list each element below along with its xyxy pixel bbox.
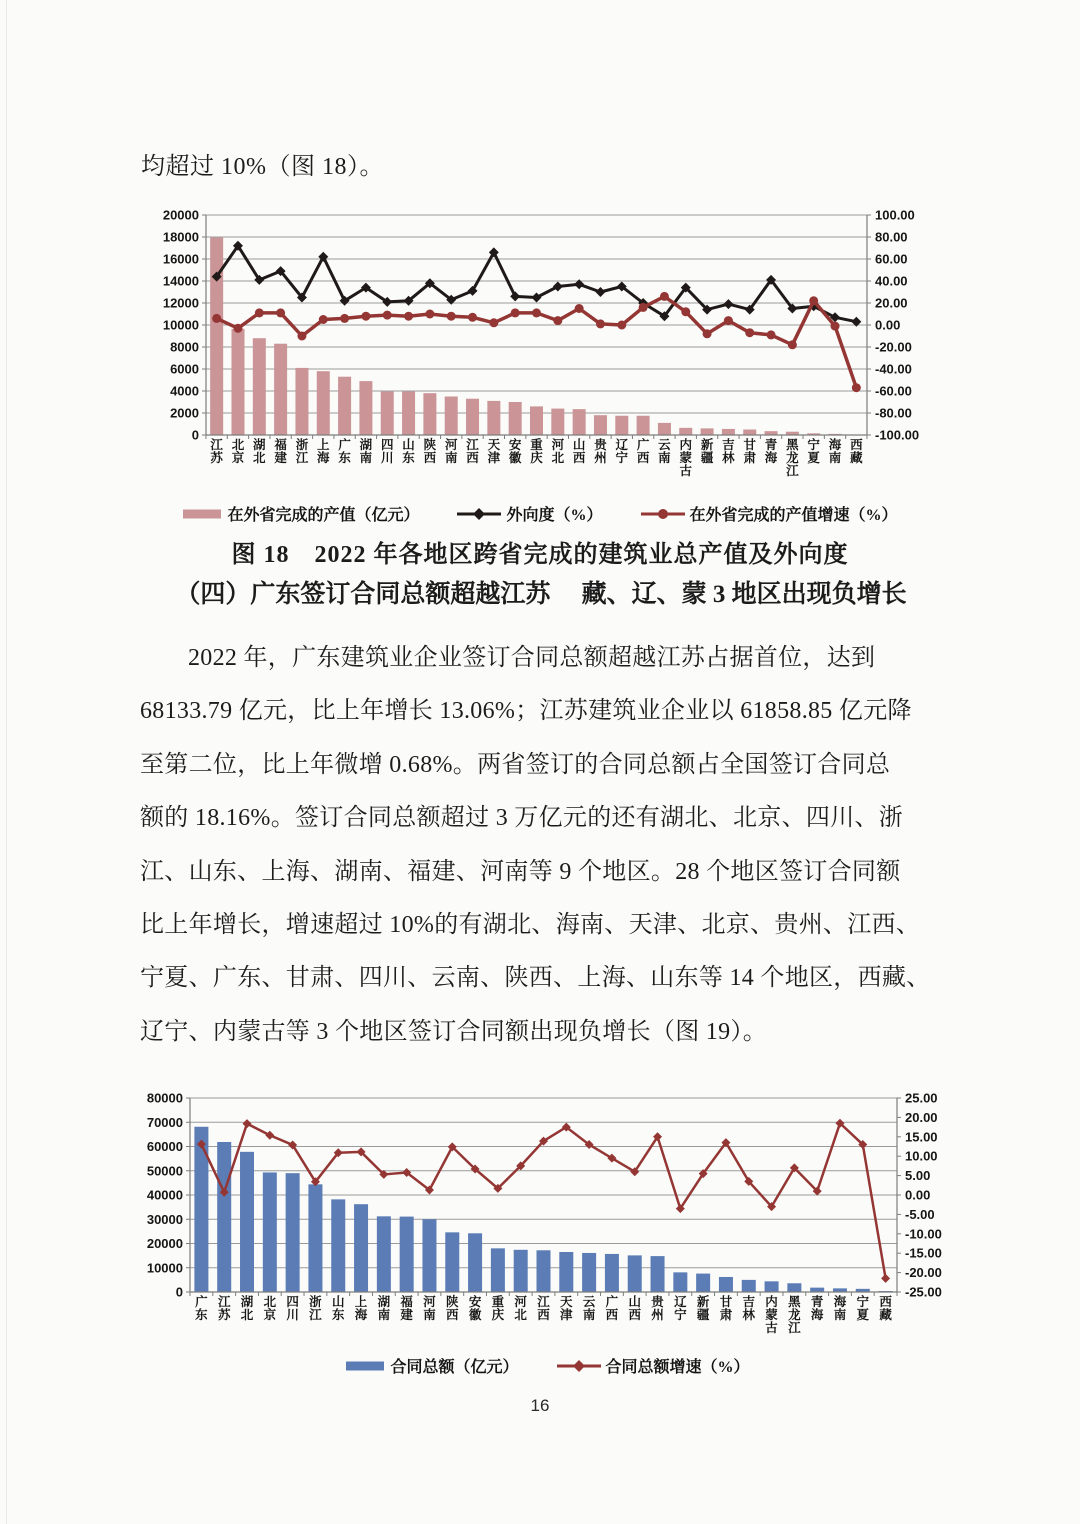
svg-text:贵州: 贵州 <box>651 1295 664 1322</box>
svg-text:上海: 上海 <box>354 1295 368 1322</box>
bar-swatch-icon <box>345 1359 385 1373</box>
svg-text:50000: 50000 <box>146 1163 183 1179</box>
svg-text:山东: 山东 <box>402 438 415 465</box>
svg-text:0.00: 0.00 <box>875 317 901 333</box>
paragraph-line: 2022 年，广东建筑业企业签订合同总额超越江苏占据首位，达到 <box>188 645 876 671</box>
svg-text:四川: 四川 <box>286 1295 299 1322</box>
svg-text:吉林: 吉林 <box>722 438 735 465</box>
svg-text:-20.00: -20.00 <box>875 339 912 355</box>
svg-text:辽宁: 辽宁 <box>674 1295 687 1322</box>
svg-text:湖北: 湖北 <box>253 438 266 465</box>
svg-text:10.00: 10.00 <box>905 1148 938 1164</box>
svg-text:湖北: 湖北 <box>240 1295 254 1322</box>
svg-text:0.00: 0.00 <box>905 1187 931 1203</box>
svg-text:-10.00: -10.00 <box>905 1226 942 1242</box>
legend-label: 在外省完成的产值（亿元） <box>227 507 420 524</box>
svg-text:海南: 海南 <box>833 1295 847 1322</box>
svg-text:西藏: 西藏 <box>850 438 863 465</box>
fig19-chart <box>140 1090 955 1350</box>
svg-text:内蒙古: 内蒙古 <box>765 1295 778 1335</box>
svg-text:100.00: 100.00 <box>875 207 915 223</box>
svg-text:4000: 4000 <box>170 383 199 399</box>
svg-text:广东: 广东 <box>195 1295 208 1322</box>
svg-text:广西: 广西 <box>636 438 650 465</box>
svg-text:-15.00: -15.00 <box>905 1245 942 1261</box>
svg-text:5.00: 5.00 <box>905 1168 931 1184</box>
svg-text:重庆: 重庆 <box>530 438 543 465</box>
fig18-chart <box>140 206 940 498</box>
svg-text:-40.00: -40.00 <box>875 361 912 377</box>
svg-text:-60.00: -60.00 <box>875 383 912 399</box>
fig18-caption: 图 18 2022 年各地区跨省完成的建筑业总产值及外向度 <box>231 542 849 568</box>
legend-item-contract-total <box>345 1354 518 1377</box>
paragraph-line: 至第二位，比上年微增 0.68%。两省签订的合同总额占全国签订合同总 <box>140 751 891 778</box>
svg-text:12000: 12000 <box>162 295 199 311</box>
svg-text:辽宁: 辽宁 <box>615 438 629 465</box>
intro-line: 均超过 10%（图 18）。 <box>141 154 384 180</box>
svg-text:江西: 江西 <box>537 1295 550 1322</box>
paragraph-line: 江、山东、上海、湖南、福建、河南等 9 个地区。28 个地区签订合同额 <box>140 858 901 885</box>
svg-text:20.00: 20.00 <box>905 1109 938 1125</box>
legend-label: 合同总额增速（%） <box>605 1359 750 1376</box>
svg-text:0: 0 <box>191 427 199 443</box>
svg-text:湖南: 湖南 <box>377 1295 391 1322</box>
legend-label: 合同总额（亿元） <box>390 1359 519 1376</box>
svg-text:青海: 青海 <box>764 438 778 465</box>
svg-text:天津: 天津 <box>560 1295 573 1322</box>
svg-text:甘肃: 甘肃 <box>719 1295 733 1322</box>
fig18-legend <box>140 502 940 525</box>
svg-text:40.00: 40.00 <box>875 273 908 289</box>
svg-text:-80.00: -80.00 <box>875 405 912 421</box>
page-left-edge <box>6 0 7 1524</box>
legend-item-growth <box>641 502 898 525</box>
svg-text:陕西: 陕西 <box>423 438 437 465</box>
svg-text:河北: 河北 <box>514 1295 527 1322</box>
legend-item-contract-growth <box>557 1354 750 1377</box>
svg-text:8000: 8000 <box>170 339 199 355</box>
svg-text:10000: 10000 <box>146 1260 183 1276</box>
svg-text:江苏: 江苏 <box>210 438 223 465</box>
svg-text:北京: 北京 <box>263 1295 277 1322</box>
svg-text:6000: 6000 <box>170 361 199 377</box>
svg-text:15.00: 15.00 <box>905 1129 938 1145</box>
svg-text:山西: 山西 <box>572 438 586 465</box>
svg-text:山东: 山东 <box>331 1295 345 1322</box>
section-heading: （四）广东签订合同总额超越江苏 藏、辽、蒙 3 地区出现负增长 <box>175 581 907 608</box>
svg-text:2000: 2000 <box>170 405 199 421</box>
svg-text:20000: 20000 <box>146 1236 183 1251</box>
legend-item-outward-degree <box>457 502 602 525</box>
svg-text:浙江: 浙江 <box>309 1295 322 1322</box>
svg-text:20000: 20000 <box>162 207 199 223</box>
svg-text:甘肃: 甘肃 <box>743 438 756 465</box>
svg-text:海南: 海南 <box>828 438 842 465</box>
svg-text:上海: 上海 <box>317 438 330 465</box>
legend-item-output-value <box>182 502 419 525</box>
legend-label: 在外省完成的产值增速（%） <box>689 507 898 524</box>
svg-text:20.00: 20.00 <box>875 295 908 311</box>
svg-text:河北: 河北 <box>551 438 565 465</box>
svg-text:黑龙江: 黑龙江 <box>786 438 799 478</box>
line-diamond-icon <box>457 507 501 521</box>
svg-text:0: 0 <box>175 1284 183 1300</box>
svg-text:10000: 10000 <box>162 317 199 333</box>
paragraph-line: 辽宁、内蒙古等 3 个地区签订合同额出现负增长（图 19）。 <box>140 1018 767 1045</box>
svg-text:陕西: 陕西 <box>446 1295 459 1322</box>
line-diamond-icon <box>557 1359 601 1373</box>
svg-text:25.00: 25.00 <box>905 1090 938 1106</box>
svg-text:江苏: 江苏 <box>217 1295 231 1322</box>
svg-text:江西: 江西 <box>466 438 479 465</box>
svg-text:-5.00: -5.00 <box>905 1206 935 1222</box>
paragraph-line: 68133.79 亿元，比上年增长 13.06%；江苏建筑业企业以 61858.85 亿元降 <box>140 698 912 725</box>
fig19-chart-block <box>140 1090 955 1377</box>
svg-text:70000: 70000 <box>146 1114 183 1130</box>
svg-text:贵州: 贵州 <box>594 438 607 465</box>
svg-text:北京: 北京 <box>231 438 245 465</box>
svg-text:吉林: 吉林 <box>742 1295 756 1322</box>
legend-label: 外向度（%） <box>506 507 603 524</box>
svg-text:云南: 云南 <box>582 1295 596 1322</box>
svg-text:黑龙江: 黑龙江 <box>788 1295 801 1335</box>
svg-text:18000: 18000 <box>162 229 199 245</box>
svg-text:福建: 福建 <box>274 438 287 465</box>
svg-text:-25.00: -25.00 <box>905 1284 942 1300</box>
svg-text:30000: 30000 <box>146 1211 183 1227</box>
svg-text:宁夏: 宁夏 <box>807 438 820 465</box>
paragraph-line: 额的 18.16%。签订合同总额超过 3 万亿元的还有湖北、北京、四川、浙 <box>140 805 904 832</box>
svg-text:四川: 四川 <box>380 438 394 465</box>
svg-text:西藏: 西藏 <box>879 1295 892 1322</box>
fig19-legend <box>140 1354 955 1377</box>
svg-text:40000: 40000 <box>146 1187 183 1203</box>
svg-text:60000: 60000 <box>146 1139 183 1154</box>
svg-text:广西: 广西 <box>605 1295 619 1322</box>
svg-text:-20.00: -20.00 <box>905 1265 942 1281</box>
svg-text:重庆: 重庆 <box>491 1295 505 1322</box>
svg-text:安徽: 安徽 <box>508 438 522 465</box>
paragraph-line: 比上年增长，增速超过 10%的有湖北、海南、天津、北京、贵州、江西、 <box>140 912 921 939</box>
svg-text:广东: 广东 <box>338 438 351 465</box>
svg-text:山西: 山西 <box>628 1295 641 1322</box>
line-circle-icon <box>641 507 685 521</box>
body-paragraph <box>140 632 944 1059</box>
svg-text:天津: 天津 <box>487 438 501 465</box>
bar-swatch-icon <box>182 507 222 521</box>
fig18-chart-block <box>140 206 940 569</box>
svg-text:14000: 14000 <box>162 273 199 289</box>
page-number: 16 <box>530 1396 550 1415</box>
svg-text:内蒙古: 内蒙古 <box>679 438 693 478</box>
svg-text:浙江: 浙江 <box>295 438 309 465</box>
svg-text:-100.00: -100.00 <box>875 427 920 443</box>
svg-text:湖南: 湖南 <box>359 438 373 465</box>
svg-text:新疆: 新疆 <box>696 1295 710 1322</box>
svg-text:云南: 云南 <box>658 438 671 465</box>
svg-text:80000: 80000 <box>146 1090 183 1106</box>
svg-text:80.00: 80.00 <box>875 229 908 245</box>
svg-text:安徽: 安徽 <box>468 1295 482 1322</box>
svg-text:60.00: 60.00 <box>875 251 908 267</box>
svg-text:16000: 16000 <box>162 251 199 267</box>
svg-text:新疆: 新疆 <box>700 438 714 465</box>
svg-text:宁夏: 宁夏 <box>856 1295 870 1322</box>
paragraph-line: 宁夏、广东、甘肃、四川、云南、陕西、上海、山东等 14 个地区，西藏、 <box>140 965 931 992</box>
svg-text:河南: 河南 <box>423 1295 436 1322</box>
svg-text:河南: 河南 <box>444 438 458 465</box>
svg-text:福建: 福建 <box>400 1295 413 1322</box>
svg-text:青海: 青海 <box>810 1295 824 1322</box>
